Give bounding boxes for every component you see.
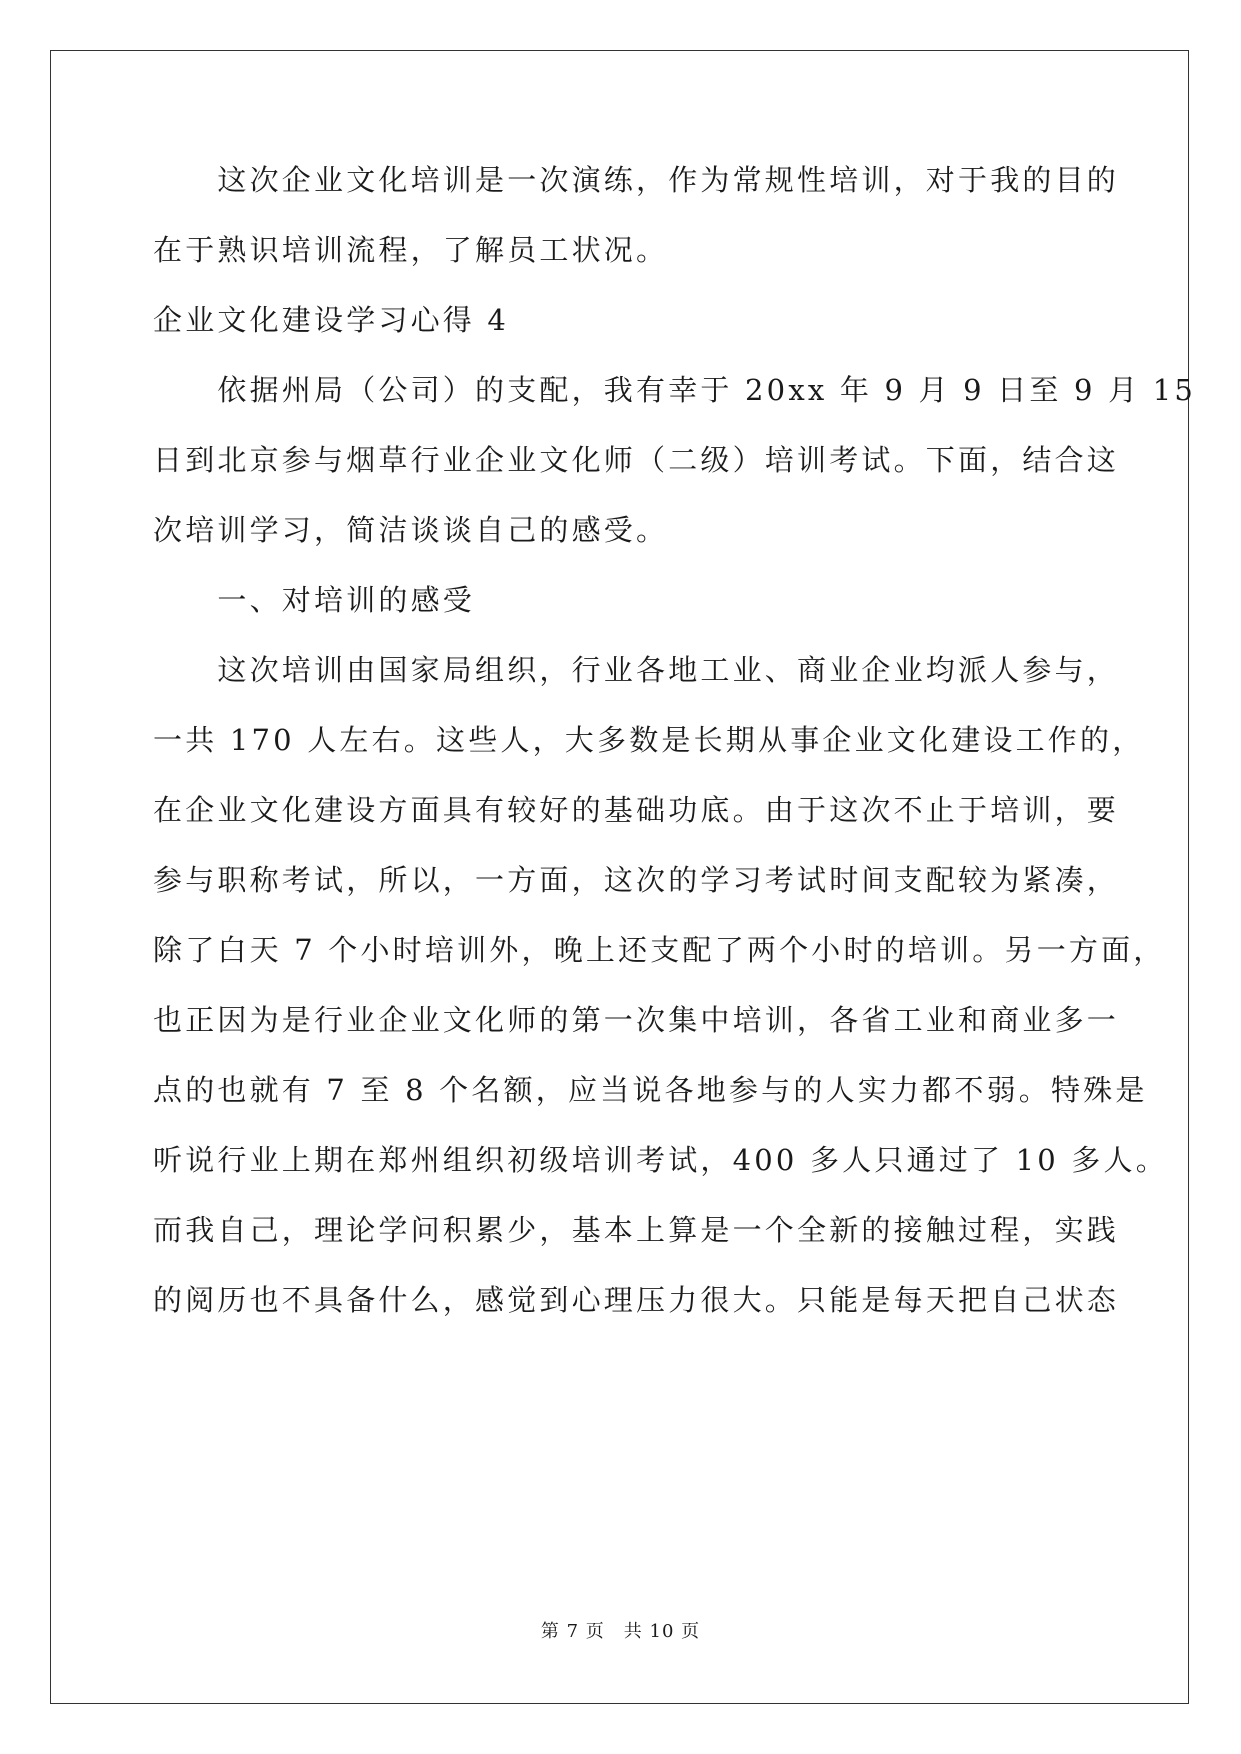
text-line: 听说行业上期在郑州组织初级培训考试，400 多人只通过了 10 多人。: [153, 1143, 1168, 1177]
text-line: 在于熟识培训流程，了解员工状况。: [153, 233, 669, 267]
text-line: 日到北京参与烟草行业企业文化师（二级）培训考试。下面，结合这: [153, 443, 1120, 477]
text-line: 次培训学习，简洁谈谈自己的感受。: [153, 513, 669, 547]
text-line: 在企业文化建设方面具有较好的基础功底。由于这次不止于培训，要: [153, 793, 1120, 827]
text-line: 一共 170 人左右。这些人，大多数是长期从事企业文化建设工作的，: [153, 723, 1145, 757]
text-line: 也正因为是行业企业文化师的第一次集中培训，各省工业和商业多一: [153, 1003, 1120, 1037]
text-line: 的阅历也不具备什么，感觉到心理压力很大。只能是每天把自己状态: [153, 1283, 1120, 1317]
text-line: 依据州局（公司）的支配，我有幸于 20xx 年 9 月 9 日至 9 月 15: [153, 373, 1197, 407]
text-line: 这次培训由国家局组织，行业各地工业、商业企业均派人参与，: [153, 653, 1120, 687]
text-line: 除了白天 7 个小时培训外，晚上还支配了两个小时的培训。另一方面，: [153, 933, 1166, 967]
text-line: 而我自己，理论学问积累少，基本上算是一个全新的接触过程，实践: [153, 1213, 1120, 1247]
page-number-footer: 第 7 页 共 10 页: [540, 1621, 701, 1642]
section-heading: 企业文化建设学习心得 4: [153, 303, 510, 337]
text-line: 参与职称考试，所以，一方面，这次的学习考试时间支配较为紧凑，: [153, 863, 1120, 897]
subsection-heading: 一、对培训的感受: [153, 583, 476, 617]
text-line: 这次企业文化培训是一次演练，作为常规性培训，对于我的目的: [153, 163, 1120, 197]
text-line: 点的也就有 7 至 8 个名额，应当说各地参与的人实力都不弱。特殊是: [153, 1073, 1148, 1107]
